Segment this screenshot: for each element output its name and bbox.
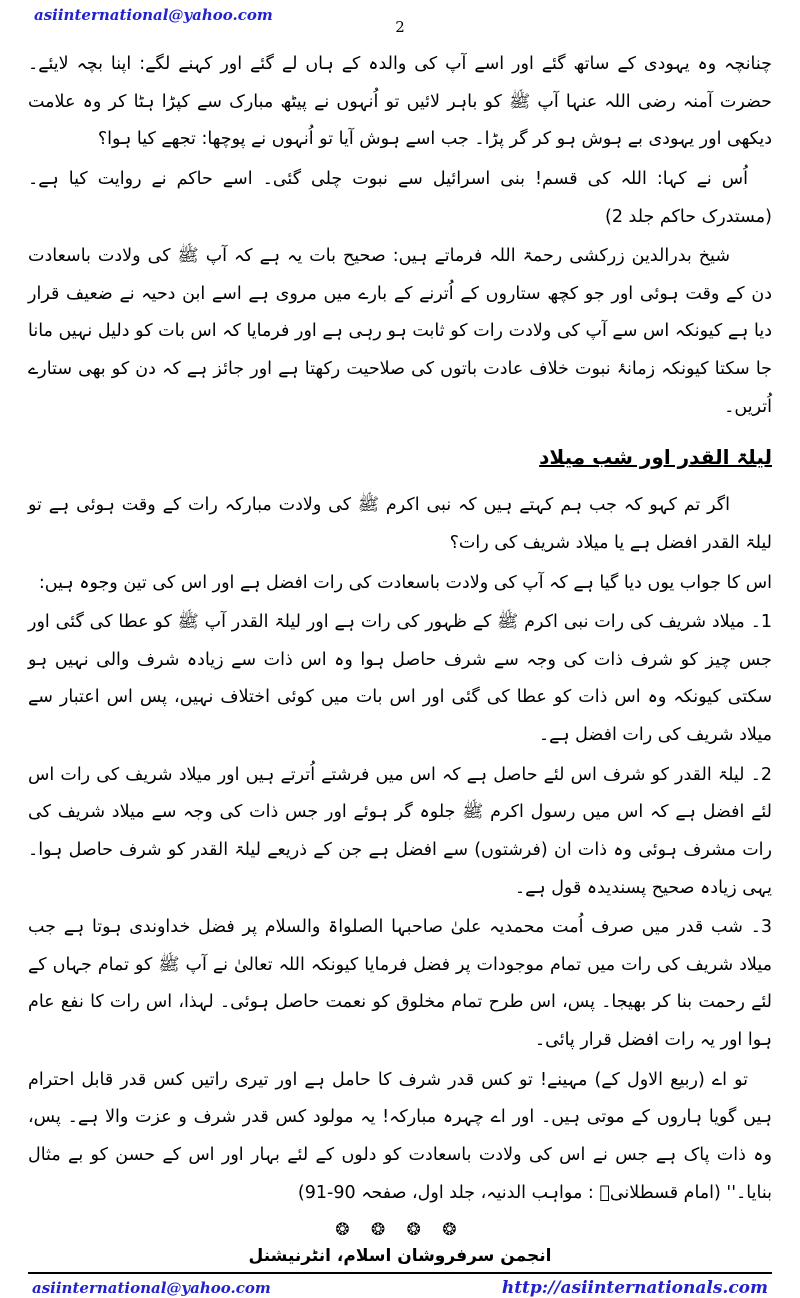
footer-website-link[interactable]: http://asiinternationals.com <box>501 1278 768 1298</box>
closing-paragraph: تو اے (ربیع الاول کے) مہینے! تو کس قدر شرف کا حامل ہے اور تیری راتیں کس قدر قابل احترام ہیں گویا ہاروں کے موتی ہیں۔ اور اے چہرہ مبارکہ! یہ مولود کس قدر شرف و عزت والا ہے۔ پس، وہ ذات پاک ہے جس نے اس کی ولادت باسعادت کو دلوں کے لئے بہار اور اس کے حسن کو بے مثال بنایا۔'' (امام قسطلانیؒ : مواہب الدنیہ، جلد اول، صفحہ 90-91) <box>28 1069 772 1203</box>
numbered-point-2: 2۔ لیلۃ القدر کو شرف اس لئے حاصل ہے کہ اس میں فرشتے اُترتے ہیں اور میلاد شریف کی رات اس لئے افضل ہے کہ اس میں رسول اکرم ﷺ جلوہ گر ہوئے اور جس ذات کی وجہ سے میلاد شریف کی رات مشرف ہوئی وہ ذات ان (فرشتوں) سے افضل ہے جن کے ذریعے لیلۃ القدر کو شرف حاصل ہوا۔ یہی زیادہ صحیح پسندیدہ قول ہے۔ <box>28 764 772 898</box>
document-body <box>28 46 772 1212</box>
page-header <box>28 4 772 44</box>
paragraph: اُس نے کہا: اللہ کی قسم! بنی اسرائیل سے نبوت چلی گئی۔ اسے حاکم نے روایت کیا ہے۔ (مستدرک حاکم جلد 2) <box>28 168 772 227</box>
paragraph: شیخ بدرالدین زرکشی رحمۃ اللہ فرماتے ہیں: صحیح بات یہ ہے کہ آپ ﷺ کی ولادت باسعادت دن کے وقت ہوئی اور جو کچھ ستاروں کے اُترنے کے بارے میں مروی ہے اسے ابن دحیہ نے ضعیف قرار دیا ہے کیونکہ اس سے آپ کی ولادت رات کو ثابت ہو رہی ہے اور فرمایا کہ اس بات کو دلیل نہیں مانا جا سکتا کیونکہ زمانۂ نبوت خلاف عادت باتوں کی صلاحیت رکھتا ہے اور جائز ہے کہ دن کو بھی ستارے اُتریں۔ <box>28 246 772 417</box>
star-ornament-row <box>28 1220 772 1240</box>
paragraph: اس کا جواب یوں دیا گیا ہے کہ آپ کی ولادت باسعادت کی رات افضل ہے اور اس کی تین وجوہ ہیں: <box>38 572 772 593</box>
numbered-point-3: 3۔ شب قدر میں صرف اُمت محمدیہ علیٰ صاحبہا الصلواۃ والسلام پر فضل خداوندی ہوتا ہے جب میلاد شریف کی رات میں تمام موجودات پر فضل فرمایا کیونکہ اللہ تعالیٰ نے آپ ﷺ کو تمام جہاں کے لئے رحمت بنا کر بھیجا۔ پس، اس طرح تمام مخلوق کو نعمت حاصل ہوئی۔ لہذا، اس رات کا نفع عام ہوا اور یہ رات افضل قرار پائی۔ <box>28 917 772 1050</box>
star-ornament-icon: ❂ ❂ ❂ ❂ <box>335 1220 465 1241</box>
footer-email-link[interactable]: asiinternational@yahoo.com <box>32 1279 271 1298</box>
footer-links-row <box>28 1278 772 1298</box>
footer-divider <box>28 1272 772 1274</box>
numbered-point-1: 1۔ میلاد شریف کی رات نبی اکرم ﷺ کے ظہور کی رات ہے اور لیلۃ القدر آپ ﷺ کو عطا کی گئی اور جس چیز کو شرف ذات کی وجہ سے شرف حاصل ہوا وہ اس ذات سے زیادہ شرف والی نہیں ہو سکتی کیونکہ وہ اس ذات کو عطا کی گئی اور اس بات میں کوئی اختلاف نہیں، پس اس اعتبار سے میلاد شریف کی رات افضل ہے۔ <box>28 612 772 745</box>
header-email-link[interactable]: asiinternational@yahoo.com <box>34 6 273 24</box>
paragraph: اگر تم کہو کہ جب ہم کہتے ہیں کہ نبی اکرم ﷺ کی ولادت مبارکہ رات کے وقت ہوئی ہے تو لیلۃ القدر افضل ہے یا میلاد شریف کی رات؟ <box>28 495 772 553</box>
paragraph: چنانچہ وہ یہودی کے ساتھ گئے اور اسے آپ کی والدہ کے ہاں لے گئے اور کہنے لگے: اپنا بچہ لایئے۔ حضرت آمنہ رضی اللہ عنہا آپ ﷺ کو باہر لائیں تو اُنہوں نے پیٹھ مبارک سے کپڑا ہٹا کر وہ علامت دیکھی اور یہودی بے ہوش ہو کر گر پڑا۔ جب اسے ہوش آیا تو اُنہوں نے پوچھا: تجھے کیا ہوا؟ <box>28 54 772 150</box>
footer-organization-name: انجمن سرفروشان اسلام، انٹرنیشنل <box>248 1246 552 1267</box>
page-number: 2 <box>395 18 405 36</box>
section-heading: لیلۃ القدر اور شب میلاد <box>539 445 772 470</box>
